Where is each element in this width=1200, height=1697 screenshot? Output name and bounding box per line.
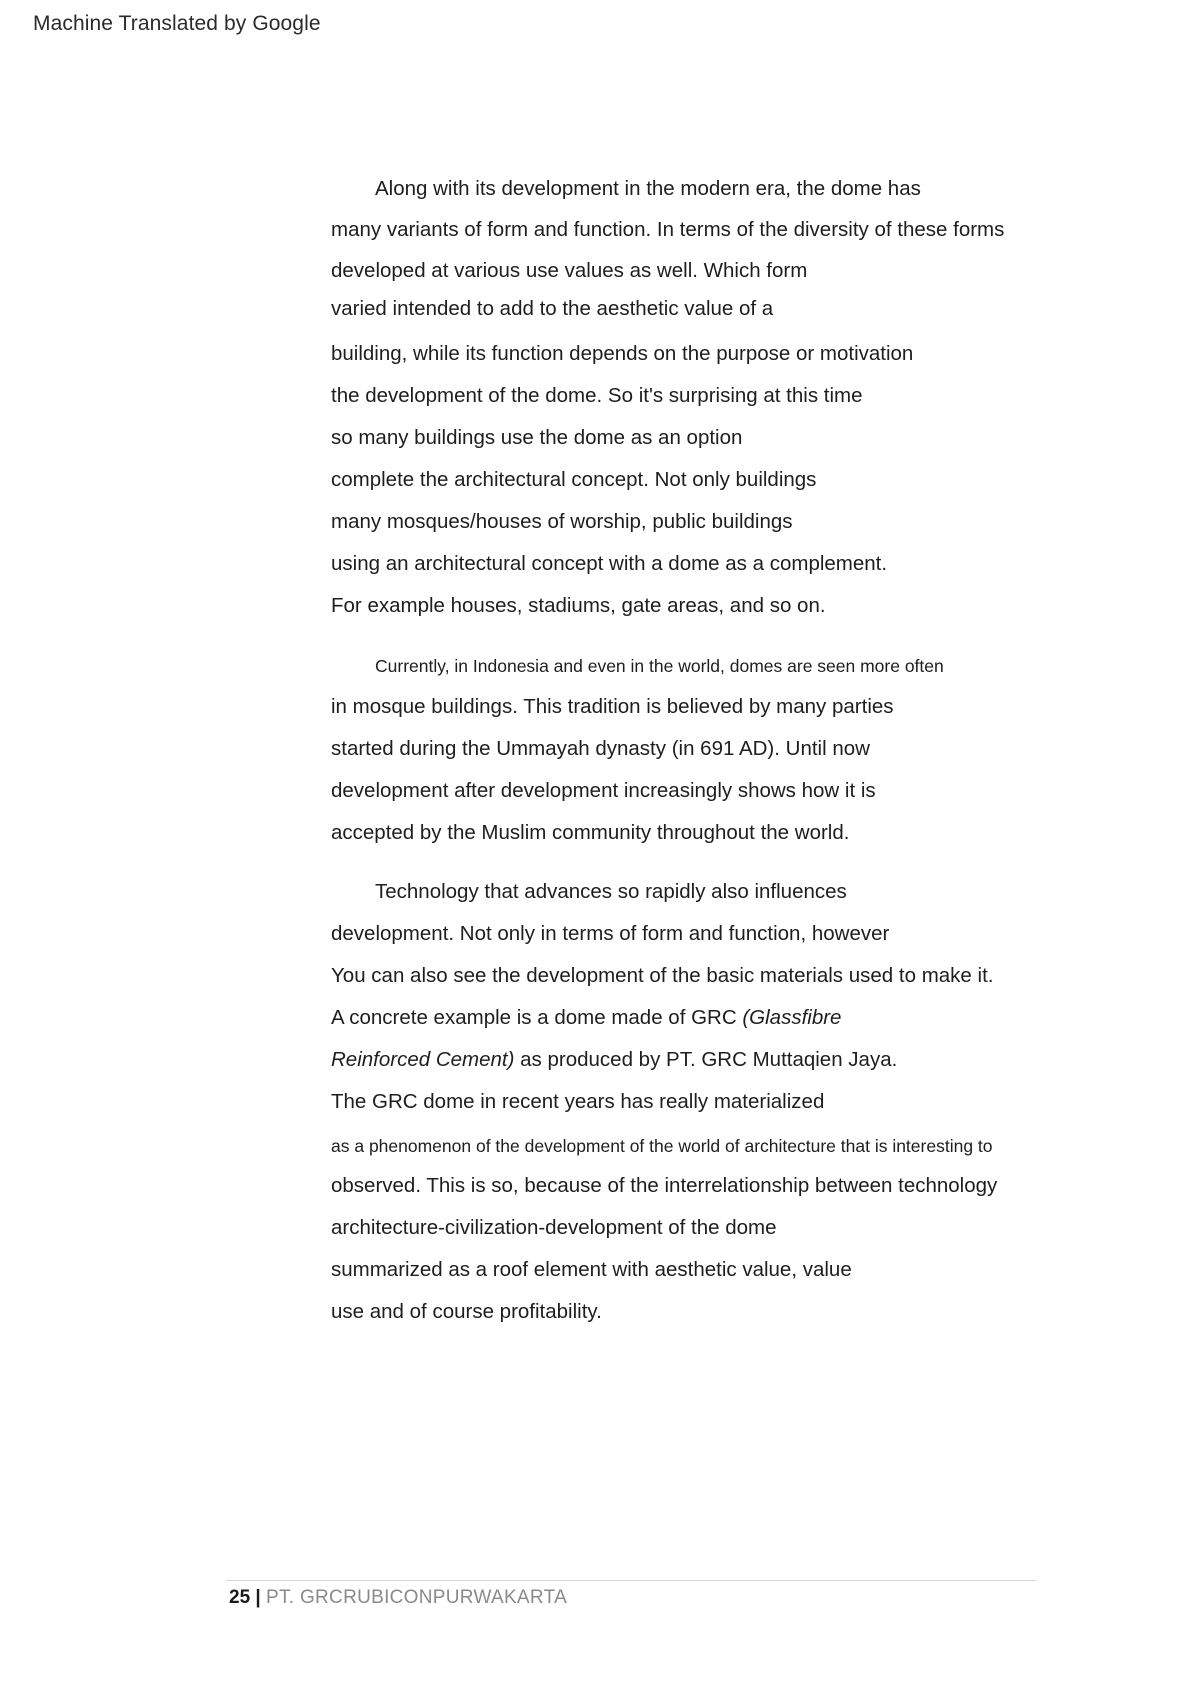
text-line: complete the architectural concept. Not only buildings xyxy=(331,468,817,491)
text-line: You can also see the development of the basic materials used to make it. xyxy=(331,964,994,987)
text-line: using an architectural concept with a dome as a complement. xyxy=(331,552,888,575)
text-line: as a phenomenon of the development of the world of architecture that is interesting to xyxy=(331,1136,993,1156)
text-line: accepted by the Muslim community throughout the world. xyxy=(331,821,850,844)
text-line xyxy=(331,1048,897,1072)
machine-translation-banner: Machine Translated by Google xyxy=(33,12,321,35)
text-line: building, while its function depends on the purpose or motivation xyxy=(331,342,914,365)
text-line: started during the Ummayah dynasty (in 691 AD). Until now xyxy=(331,737,870,760)
text-run: as produced by PT. GRC Muttaqien Jaya. xyxy=(514,1048,898,1071)
text-line: development. Not only in terms of form and function, however xyxy=(331,922,890,945)
page-number: 25 xyxy=(229,1587,251,1608)
text-line: many variants of form and function. In terms of the diversity of these forms xyxy=(331,218,1005,241)
text-line: observed. This is so, because of the interrelationship between technology xyxy=(331,1174,998,1197)
footer-separator: | xyxy=(250,1587,267,1608)
text-line: development after development increasingly shows how it is xyxy=(331,779,876,802)
text-run: A concrete example is a dome made of GRC xyxy=(331,1006,743,1029)
text-line: architecture-civilization-development of the dome xyxy=(331,1216,777,1239)
text-line: many mosques/houses of worship, public buildings xyxy=(331,510,793,533)
text-line: summarized as a roof element with aesthetic value, value xyxy=(331,1258,852,1281)
text-line: varied intended to add to the aesthetic value of a xyxy=(331,297,774,320)
text-line: so many buildings use the dome as an option xyxy=(331,426,743,449)
text-line: The GRC dome in recent years has really materialized xyxy=(331,1090,825,1113)
text-line: developed at various use values as well. Which form xyxy=(331,259,808,282)
company-name: PT. GRCRUBICONPURWAKARTA xyxy=(266,1587,568,1608)
italic-term: Reinforced Cement) xyxy=(331,1048,515,1071)
italic-term: (Glassfibre xyxy=(742,1006,842,1029)
text-line: Along with its development in the modern era, the dome has xyxy=(375,177,921,200)
footer-divider xyxy=(226,1580,1036,1581)
text-line: Currently, in Indonesia and even in the world, domes are seen more often xyxy=(375,656,944,676)
text-line: the development of the dome. So it's surprising at this time xyxy=(331,384,863,407)
text-line: For example houses, stadiums, gate areas, and so on. xyxy=(331,594,826,617)
text-line: Technology that advances so rapidly also influences xyxy=(375,880,847,903)
text-line: use and of course profitability. xyxy=(331,1300,602,1323)
text-line xyxy=(331,1006,841,1030)
page-footer xyxy=(229,1587,567,1609)
text-line: in mosque buildings. This tradition is believed by many parties xyxy=(331,695,894,718)
